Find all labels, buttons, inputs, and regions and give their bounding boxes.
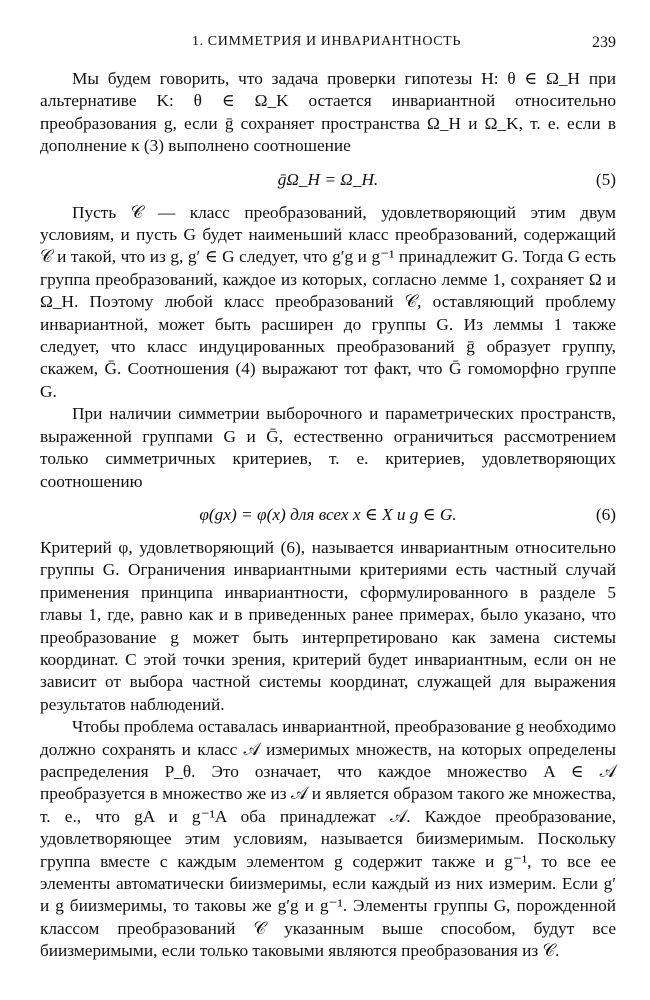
page-number: 239 xyxy=(592,34,616,51)
page-header xyxy=(40,34,616,56)
formula-5 xyxy=(40,158,616,202)
paragraph-group-generation: Пусть 𝒞 — класс преобразований, удовлетворяющий этим двум условиям, и пусть G будет наименьший класс преобразований, содержащий 𝒞 и такой, что из g, g′ ∈ G следует, что g′g и g⁻¹ принадлежит G. Тогда G есть группа преобразований, каждое из которых, согласно лемме 1, сохраняет Ω и Ω_H. Поэтому любой класс преобразований 𝒞, оставляющий проблему инвариантной, может быть расширен до группы G. Из леммы 1 также следует, что класс индуцированных преобразований ḡ образует группу, скажем, Ḡ. Соотношения (4) выражают тот факт, что Ḡ гомоморфно группе G. xyxy=(40,202,616,401)
formula-6-number: (6) xyxy=(595,504,616,524)
running-title: 1. СИММЕТРИЯ И ИНВАРИАНТНОСТЬ xyxy=(192,34,461,49)
paragraph-bimeasurable: Чтобы проблема оставалась инвариантной, преобразование g необходимо должно сохранять и класс 𝒜 измеримых множеств, на которых определены распределения P_θ. Это означает, что каждое множество A ∈ 𝒜 преобразуется в множество же из 𝒜 и является образом такого же множества, т. е., что gA и g⁻¹A оба принадлежат 𝒜. Каждое преобразование, удовлетворяющее этим условиям, называется биизмеримым. Поскольку группа вместе с каждым элементом g содержит также и g⁻¹, то все ее элементы автоматически биизмеримы, если каждый из них измерим. Если g′ и g биизмеримы, то таковы же g′g и g⁻¹. Элементы группы G, порожденной классом преобразований 𝒞 указанным выше способом, будут все биизмеримыми, если только таковыми являются преобразования из 𝒞. xyxy=(40,717,616,961)
paragraph-invariant-test: Критерий φ, удовлетворяющий (6), называется инвариантным относительно группы G. Ограничения инвариантными критериями есть частный случай применения принципа инвариантности, сформулированного в разделе 5 главы 1, где, равно как и в приведенных ранее примерах, было указано, что преобразование g может быть интерпретировано как замена системы координат. С этой точки зрения, критерий будет инвариантным, если он не зависит от выбора частной системы координат, служащей для выражения результатов наблюдений. xyxy=(40,537,616,714)
page-body xyxy=(40,68,616,963)
paragraph-symmetric-tests: При наличии симметрии выборочного и параметрических пространств, выраженной группами G и Ḡ, естественно ограничиться рассмотрением только симметричных критериев, т. е. критериев, удовлетворяющих соотношению xyxy=(40,404,616,491)
formula-6 xyxy=(40,493,616,537)
formula-6-expression: φ(gx) = φ(x) для всех x ∈ X и g ∈ G. xyxy=(199,504,457,524)
formula-5-number: (5) xyxy=(595,169,616,189)
paragraph-invariant-problem: Мы будем говорить, что задача проверки гипотезы H: θ ∈ Ω_H при альтернативе K: θ ∈ Ω_K остается инвариантной относительно преобразования g, если ḡ сохраняет пространства Ω_H и Ω_K, т. е. если в дополнение к (3) выполнено соотношение xyxy=(40,69,616,156)
formula-5-expression: ḡΩ_H = Ω_H. xyxy=(277,169,379,189)
